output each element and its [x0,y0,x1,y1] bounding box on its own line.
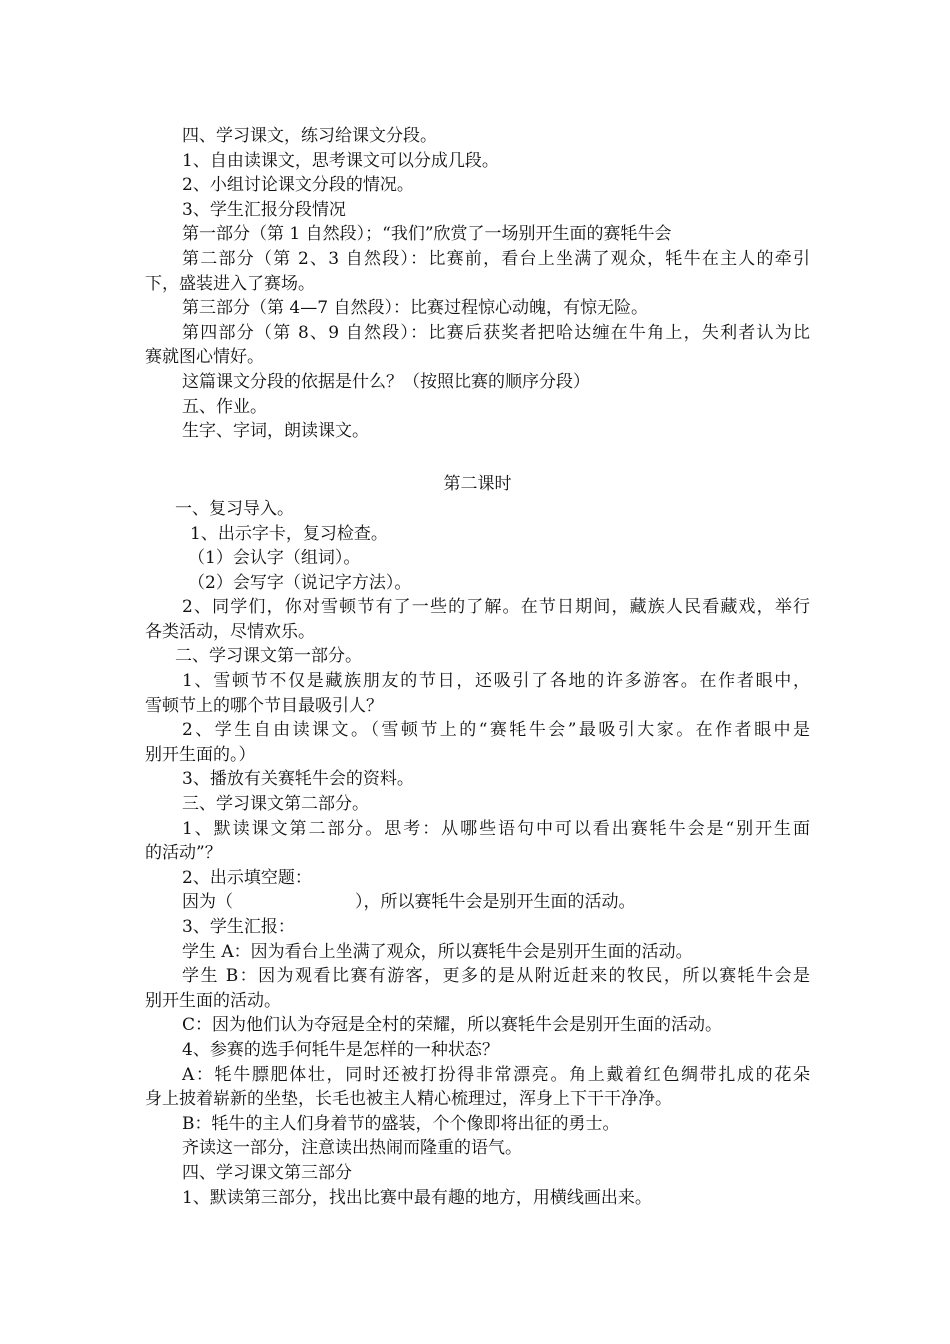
paragraph: 2、同学们，你对雪顿节有了一些的了解。在节日期间，藏族人民看藏戏，举行 [182,597,810,618]
section-heading: 一、复习导入。 [175,498,294,519]
paragraph: 1、默读课文第二部分。思考：从哪些语句中可以看出赛牦牛会是“别开生面 [182,818,810,839]
paragraph: 学生 B：因为观看比赛有游客，更多的是从附近赶来的牧民，所以赛牦牛会是 [182,966,810,987]
paragraph-continuation: 别开生面的。） [145,744,256,765]
paragraph-continuation: 的活动”？ [145,843,222,864]
fill-in-blank [145,890,810,915]
paragraph: B：牦牛的主人们身着节的盛装，个个像即将出征的勇士。 [182,1113,620,1134]
paragraph: 2、出示填空题： [182,867,312,888]
paragraph: 2、小组讨论课文分段的情况。 [182,175,414,196]
section-heading: 四、学习课文第三部分 [182,1162,352,1183]
spacer [145,444,810,469]
paragraph: 生字、字词，朗读课文。 [182,421,369,442]
section-heading: 二、学习课文第一部分。 [175,646,362,667]
paragraph: 1、自由读课文，思考课文可以分成几段。 [182,150,499,171]
paragraph-continuation: 各类活动，尽情欢乐。 [145,621,315,642]
paragraph: 第四部分（第 8、9 自然段）：比赛后获奖者把哈达缠在牛角上，失利者认为比 [182,322,810,343]
paragraph: 第二部分（第 2、3 自然段）：比赛前，看台上坐满了观众，牦牛在主人的牵引 [182,248,810,269]
paragraph: 2、学生自由读课文。（雪顿节上的“赛牦牛会”最吸引大家。在作者眼中是 [182,720,810,741]
paragraph: 1、出示字卡，复习检查。 [190,523,388,544]
paragraph-continuation: 身上披着崭新的坐垫，长毛也被主人精心梳理过，浑身上下干干净净。 [145,1089,672,1110]
paragraph: 3、播放有关赛牦牛会的资料。 [182,769,414,790]
paragraph: 第一部分（第 1 自然段）；“我们”欣赏了一场别开生面的赛牦牛会 [182,224,672,245]
fill-in-blank-start: 因为（ [182,892,233,913]
section-heading: 四、学习课文，练习给课文分段。 [182,126,437,146]
paragraph-continuation: 别开生面的活动。 [145,990,281,1011]
paragraph: 1、默读第三部分，找出比赛中最有趣的地方，用横线画出来。 [182,1187,652,1208]
document-page [145,124,810,1210]
paragraph: 3、学生汇报： [182,917,295,937]
paragraph: 3、学生汇报分段情况 [182,199,346,220]
fill-in-blank-end: ），所以赛牦牛会是别开生面的活动。 [355,892,636,913]
paragraph: （2）会写字（说记字方法）。 [188,572,412,593]
paragraph: 齐读这一部分，注意读出热闹而隆重的语气。 [182,1138,522,1159]
paragraph-continuation: 赛就图心情好。 [145,347,264,368]
paragraph-continuation: 雪顿节上的哪个节目最吸引人？ [145,695,383,716]
paragraph: 这篇课文分段的依据是什么？（按照比赛的顺序分段） [182,371,590,392]
paragraph: A：牦牛膘肥体壮，同时还被打扮得非常漂亮。角上戴着红色绸带扎成的花朵 [182,1064,810,1085]
lesson-title: 第二课时 [443,474,512,495]
paragraph: 4、参赛的选手何牦牛是怎样的一种状态？ [182,1039,499,1060]
paragraph: C：因为他们认为夺冠是全村的荣耀，所以赛牦牛会是别开生面的活动。 [182,1015,723,1036]
paragraph-continuation: 下，盛装进入了赛场。 [145,273,315,294]
paragraph: 第三部分（第 4—7 自然段）：比赛过程惊心动魄，有惊无险。 [182,298,648,319]
section-heading: 五、作业。 [182,396,267,417]
paragraph: 学生 A：因为看台上坐满了观众，所以赛牦牛会是别开生面的活动。 [182,941,693,962]
paragraph: （1）会认字（组词）。 [188,548,361,569]
paragraph: 1、雪顿节不仅是藏族朋友的节日，还吸引了各地的许多游客。在作者眼中， [182,671,810,692]
section-heading: 三、学习课文第二部分。 [182,794,369,815]
